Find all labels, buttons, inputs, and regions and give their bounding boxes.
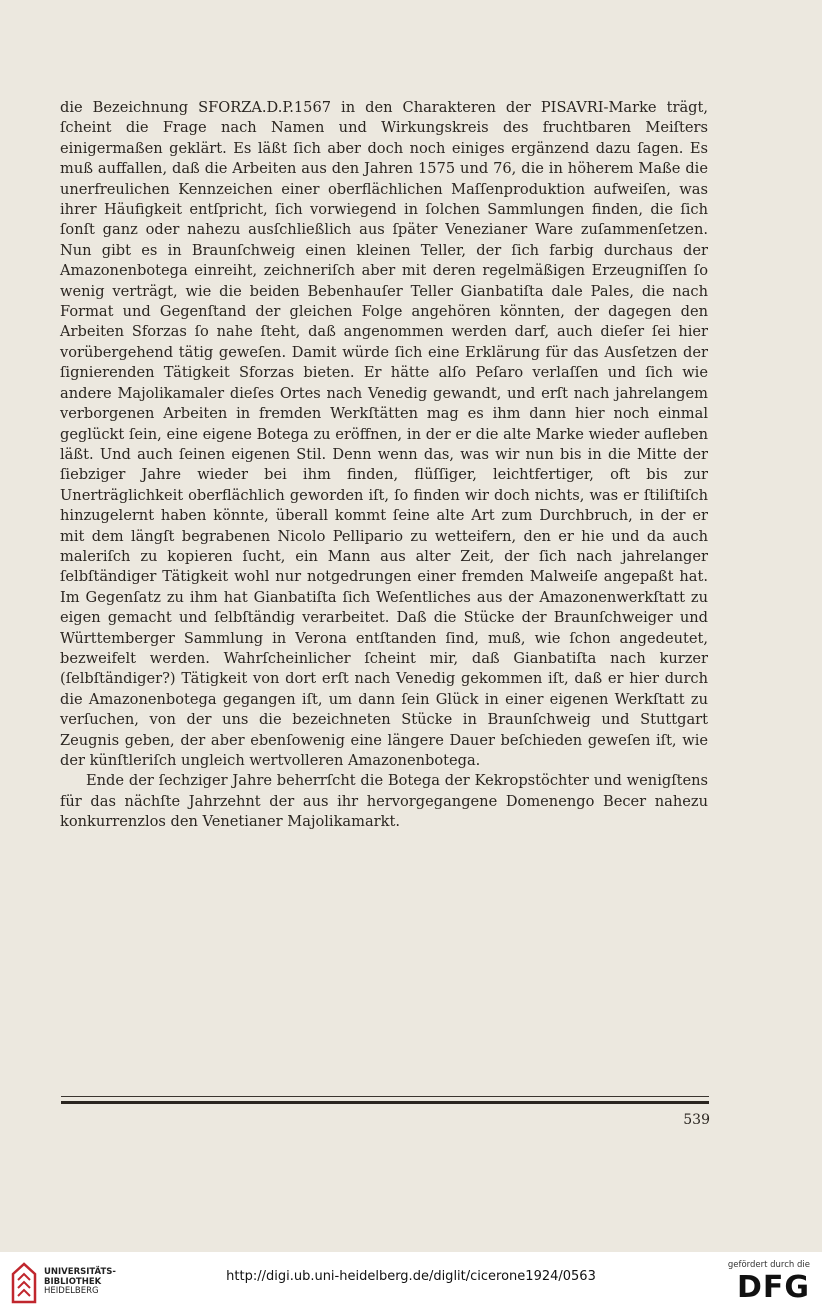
funding-notice [720, 1260, 810, 1303]
source-url-link[interactable]: http://digi.ub.uni-heidelberg.de/diglit/cicerone1924/0563 [226, 1269, 596, 1284]
footer-rule-thin [61, 1096, 709, 1097]
paragraph: Ende der ſechziger Jahre beherrſcht die Botega der Kekropstöchter und wenigſtens für das nächſte Jahrzehnt der aus ihr hervorgegangene Domenengo Becer nahezu konkurrenzlos den Venetianer Majolikamarkt. [60, 772, 708, 831]
library-name-line: HEIDELBERG [44, 1286, 99, 1296]
body-text [60, 98, 708, 833]
library-name-line: UNIVERSITÄTS- [44, 1267, 116, 1277]
paragraph: die Bezeichnung SFORZA.D.P.1567 in den Charakteren der PISAVRI-Marke trägt, ſcheint die Frage nach Namen und Wirkungskreis des fruchtbaren Meiſters einigermaßen geklärt. Es läßt ſich aber doch noch einiges ergänzend dazu ſagen. Es muß auffallen, daß die Arbeiten aus den Jahren 1575 und 76, die in höherem Maße die unerfreulichen Kennzeichen einer oberflächlichen Maſſenproduktion aufweiſen, was ihrer Häufigkeit entſpricht, ſich vorwiegend in ſolchen Sammlungen finden, die ſich ſonſt ganz oder nahezu ausſchließlich aus ſpäter Venezianer Ware zuſammenſetzen. Nun gibt es in Braunſchweig einen kleinen Teller, der ſich farbig durchaus der Amazonenbotega einreiht, zeichneriſch aber mit deren regelmäßigen Erzeugniſſen ſo wenig verträgt, wie die beiden Bebenhauſer Teller Gianbatiſta dale Pales, die nach Format und Gegenſtand der gleichen Folge angehören könnten, der dagegen den Arbeiten Sforzas ſo nahe ſteht, daß angenommen werden darf, auch dieſer ſei hier vorübergehend tätig geweſen. Damit würde ſich eine Erklärung für das Ausſetzen der ſignierenden Tätigkeit Sforzas bieten. Er hätte alſo Peſaro verlaſſen und ſich wie andere Majolikamaler dieſes Ortes nach Venedig gewandt, und erſt nach jahrelangem verborgenen Arbeiten in fremden Werkſtätten mag es ihm dann hier noch einmal geglückt ſein, eine eigene Botega zu eröffnen, in der er die alte Marke wieder aufleben läßt. Und auch ſeinen eigenen Stil. Denn wenn das, was wir nun bis in die Mitte der ſiebziger Jahre wieder bei ihm finden, flüſſiger, leichtfertiger, oft bis zur Unerträglichkeit oberflächlich geworden iſt, ſo finden wir doch nichts, was er ſtiliſtiſch hinzugelernt haben könnte, überall kommt ſeine alte Art zum Durchbruch, in der er mit dem längſt begrabenen Nicolo Pellipario zu wetteifern, den er hie und da auch maleriſch zu kopieren ſucht, ein Mann aus alter Zeit, der ſich nach jahrelanger ſelbſtändiger Tätigkeit wohl nur notgedrungen einer fremden Malweiſe angepaßt hat. Im Gegenſatz zu ihm hat Gianbatiſta ſich Weſentliches aus der Amazonenwerkſtatt zu eigen gemacht und ſelbſtändig verarbeitet. Daß die Stücke der Braunſchweiger und Württemberger Sammlung in Verona entſtanden ſind, muß, wie ſchon angedeutet, bezweifelt werden. Wahrſcheinlicher ſcheint mir, daß Gianbatiſta nach kurzer (ſelbſtändiger?) Tätigkeit von dort erſt nach Venedig gekommen iſt, daß er hier durch die Amazonenbotega gegangen iſt, um dann ſein Glück in einer eigenen Werkſtatt zu verſuchen, von der uns die bezeichneten Stücke in Braunſchweig und Stuttgart Zeugnis geben, der aber ebenſowenig eine längere Dauer beſchieden geweſen iſt, wie der künſtleriſch ungleich wertvolleren Amazonenbotega. [60, 99, 708, 769]
page-number: 539 [683, 1112, 710, 1128]
footer-rule-thick [61, 1101, 709, 1104]
viewer-footer [0, 1252, 822, 1313]
library-name-line: BIBLIOTHEK [44, 1276, 102, 1287]
dfg-logo: DFG [736, 1270, 810, 1305]
funding-caption: gefördert durch die [727, 1260, 810, 1270]
